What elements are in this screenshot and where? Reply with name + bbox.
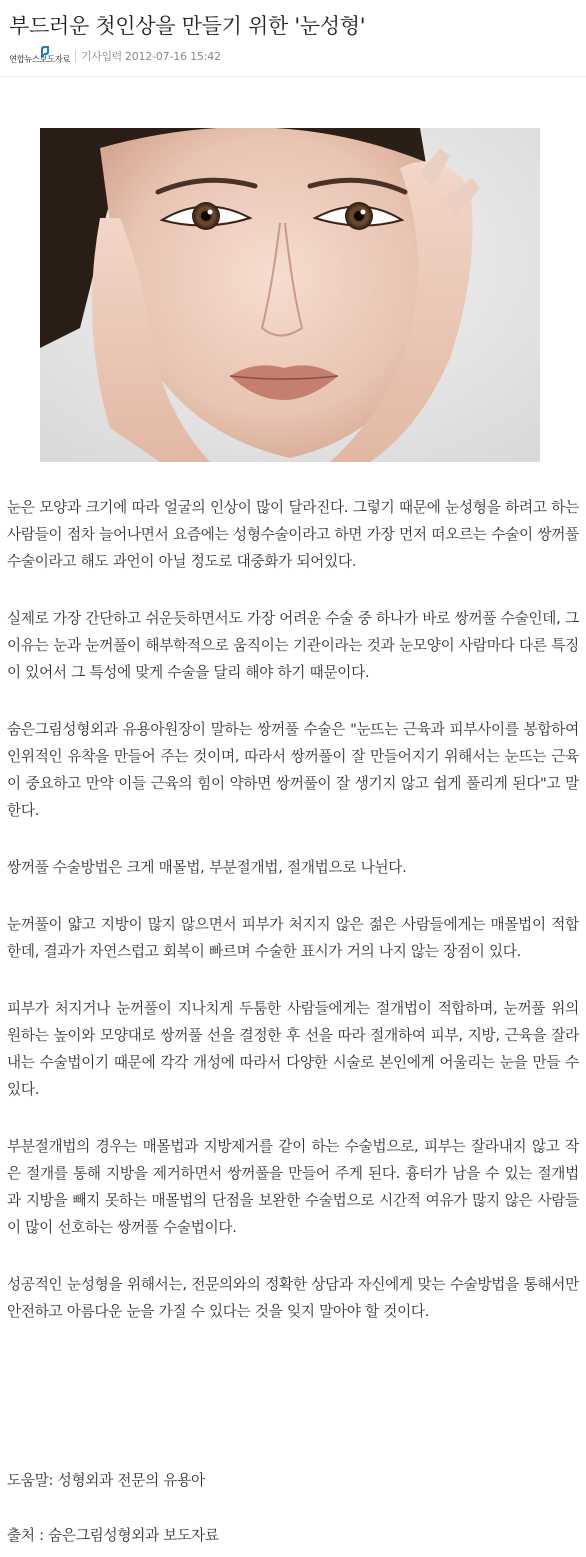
header-divider bbox=[0, 76, 586, 77]
paragraph-6: 피부가 처지거나 눈꺼풀이 지나치게 두툼한 사람들에게는 절개법이 적합하며, 눈꺼풀 위의 원하는 높이와 모양대로 쌍꺼풀 선을 결정한 후 선을 따라 절개하여 피부, 지방, 근육을 잘라내는 수술법이기 때문에 각각 개성에 따라서 다양한 시술로 본인에게 어울리는 눈을 만들 수 있다. bbox=[7, 1000, 579, 1098]
face-photo-illustration bbox=[40, 128, 540, 462]
paragraph-2: 실제로 가장 간단하고 쉬운듯하면서도 가장 어려운 수술 중 하나가 바로 쌍꺼풀 수술인데, 그 이유는 눈과 눈꺼풀이 해부학적으로 움직이는 기관이라는 것과 눈모양이 사람마다 다른 특징이 있어서 그 특성에 맞게 수술을 달리 해야 하기 때문이다. bbox=[7, 610, 579, 681]
article-title: 부드러운 첫인상을 만들기 위한 '눈성형' bbox=[9, 14, 366, 38]
paragraph-4: 쌍꺼풀 수술방법은 크게 매몰법, 부분절개법, 절개법으로 나뉜다. bbox=[7, 859, 407, 876]
paragraph-7: 부분절개법의 경우는 매몰법과 지방제거를 같이 하는 수술법으로, 피부는 잘라내지 않고 작은 절개를 통해 지방을 제거하면서 쌍꺼풀을 만들어 주게 된다. 흉터가 남을 수 있는 절개법과 지방을 빼지 못하는 매몰법의 단점을 보완한 수술법으로 시간적 여유가 많지 않은 사람들이 많이 선호하는 쌍꺼풀 수술법이다. bbox=[7, 1138, 579, 1236]
paragraph-1: 눈은 모양과 크기에 따라 얼굴의 인상이 많이 달라진다. 그렇기 때문에 눈성형을 하려고 하는 사람들이 점차 늘어나면서 요즘에는 성형수술이라고 하면 가장 먼저 떠오르는 수술이 쌍꺼풀 수술이라고 해도 과언이 아닐 정도로 대중화가 되어있다. bbox=[7, 499, 579, 570]
article-body bbox=[7, 494, 579, 1355]
paragraph-8: 성공적인 눈성형을 위해서는, 전문의와의 정확한 상담과 자신에게 맞는 수술방법을 통해서만 안전하고 아름다운 눈을 가질 수 있다는 것을 잊지 말아야 할 것이다. bbox=[7, 1276, 579, 1320]
source-logo[interactable] bbox=[9, 46, 71, 66]
article-meta bbox=[9, 46, 221, 66]
date-label: 기사입력 bbox=[81, 50, 122, 63]
paragraph-3: 숨은그림성형외과 유용아원장이 말하는 쌍꺼풀 수술은 "눈뜨는 근육과 피부사이를 봉합하여 인위적인 유착을 만들어 주는 것이며, 따라서 쌍꺼풀이 잘 만들어지기 위해서는 눈뜨는 근육이 중요하고 만약 이들 근육의 힘이 약하면 쌍꺼풀이 잘 생기지 않고 쉽게 풀리게 된다"고 말한다. bbox=[7, 721, 579, 819]
paragraph-5: 눈꺼풀이 얇고 지방이 많지 않으면서 피부가 처지지 않은 젊은 사람들에게는 매몰법이 적합한데, 결과가 자연스럽고 회복이 빠르며 수술한 표시가 거의 나지 않는 장점이 있다. bbox=[7, 916, 579, 960]
article-photo bbox=[40, 128, 540, 462]
source-credit: 출처 : 숨은그림성형외과 보도자료 bbox=[7, 1527, 219, 1544]
source-logo-text: 연합뉴스보도자료 bbox=[9, 55, 70, 65]
published-date: 2012-07-16 15:42 bbox=[124, 49, 221, 63]
help-credit: 도움말: 성형외과 전문의 유용아 bbox=[7, 1472, 205, 1489]
meta-divider bbox=[75, 50, 76, 63]
